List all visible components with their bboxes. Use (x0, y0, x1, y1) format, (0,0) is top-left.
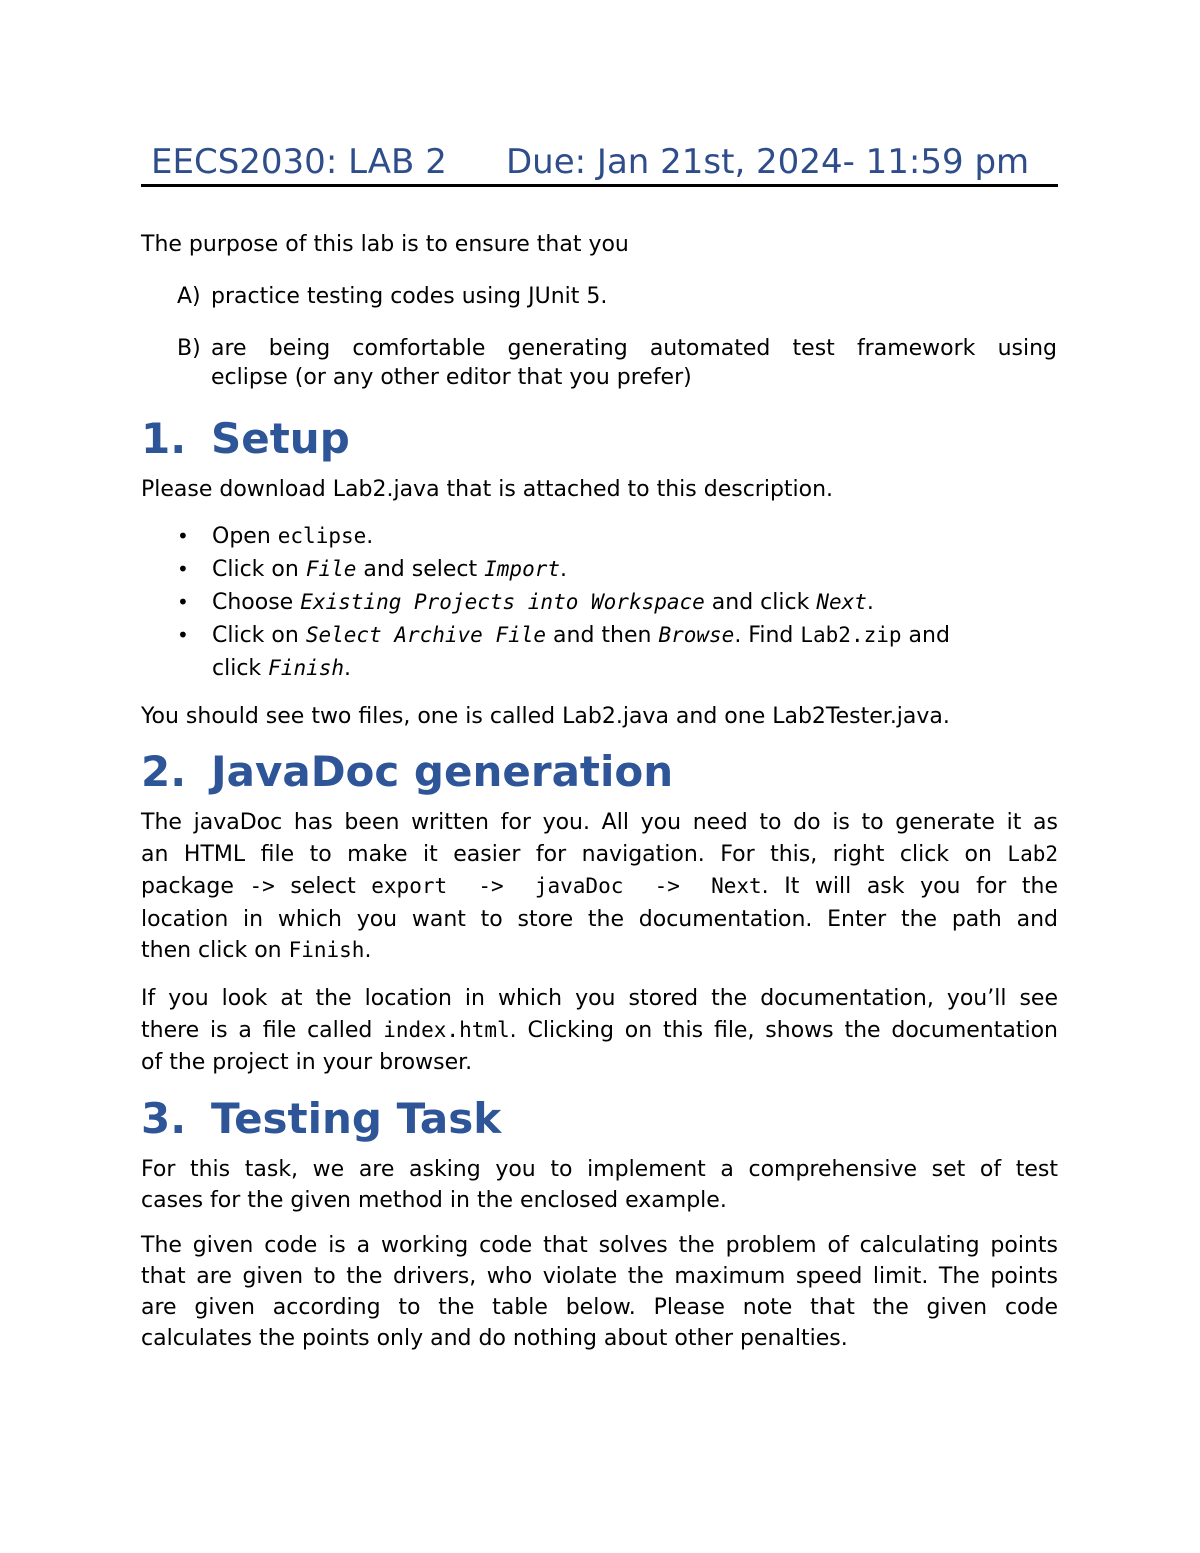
setup-files-text: You should see two files, one is called Lab2.java and one Lab2Tester.java. (141, 704, 950, 729)
text-line: that are given to the drivers, who violate the maximum speed limit. The points (141, 1264, 1058, 1289)
testing-paragraph-2 (141, 1230, 1058, 1354)
due-date: Due: Jan 21st, 2024- 11:59 pm (506, 142, 1030, 182)
text-line: For this task, we are asking you to implement a comprehensive set of test (141, 1157, 1058, 1182)
course-lab-title: EECS2030: LAB 2 (151, 142, 447, 182)
heading-text: JavaDoc generation (211, 747, 674, 796)
heading-javadoc (141, 747, 673, 797)
text-line: The javaDoc has been written for you. All you need to do is to generate it as (141, 810, 1058, 835)
heading-number: 1. (141, 414, 187, 463)
javadoc-paragraph-1 (141, 807, 1058, 967)
text-line: of the project in your browser. (141, 1050, 473, 1075)
heading-number: 2. (141, 747, 187, 796)
heading-text: Testing Task (211, 1094, 502, 1143)
bullet-icon: • (177, 623, 189, 647)
text-line: are given according to the table below. Please note that the given code (141, 1295, 1058, 1320)
testing-paragraph-1 (141, 1154, 1058, 1216)
text-line: there is a file called index.html. Clicking on this file, shows the documentation (141, 1018, 1058, 1043)
list-label-a: A) (177, 284, 201, 309)
text-line: The given code is a working code that solves the problem of calculating points (141, 1233, 1058, 1258)
text-line: then click on Finish. (141, 938, 372, 963)
list-text-a: practice testing codes using JUnit 5. (211, 284, 608, 309)
text-line: an HTML file to make it easier for navigation. For this, right click on Lab2 (141, 842, 1058, 867)
heading-setup (141, 414, 350, 464)
text-line: location in which you want to store the documentation. Enter the path and (141, 907, 1058, 932)
bullet-icon: • (177, 590, 189, 614)
heading-testing (141, 1094, 501, 1144)
intro-purpose: The purpose of this lab is to ensure that you (141, 232, 629, 257)
text-line: calculates the points only and do nothing about other penalties. (141, 1326, 848, 1351)
list-label-b: B) (177, 336, 201, 361)
text-line: cases for the given method in the enclosed example. (141, 1188, 727, 1213)
bullet-icon: • (177, 524, 189, 548)
heading-text: Setup (211, 414, 350, 463)
document-title (141, 140, 1058, 187)
javadoc-paragraph-2 (141, 983, 1058, 1079)
heading-number: 3. (141, 1094, 187, 1143)
text-line: If you look at the location in which you stored the documentation, you’ll see (141, 986, 1058, 1011)
list-text-b-line2: eclipse (or any other editor that you prefer) (211, 365, 692, 390)
list-text-b-line1: are being comfortable generating automated test framework using (211, 336, 1057, 361)
text-line: package -> select export -> javaDoc -> Next. It will ask you for the (141, 874, 1059, 899)
bullet-icon: • (177, 557, 189, 581)
setup-download-text: Please download Lab2.java that is attached to this description. (141, 477, 834, 502)
